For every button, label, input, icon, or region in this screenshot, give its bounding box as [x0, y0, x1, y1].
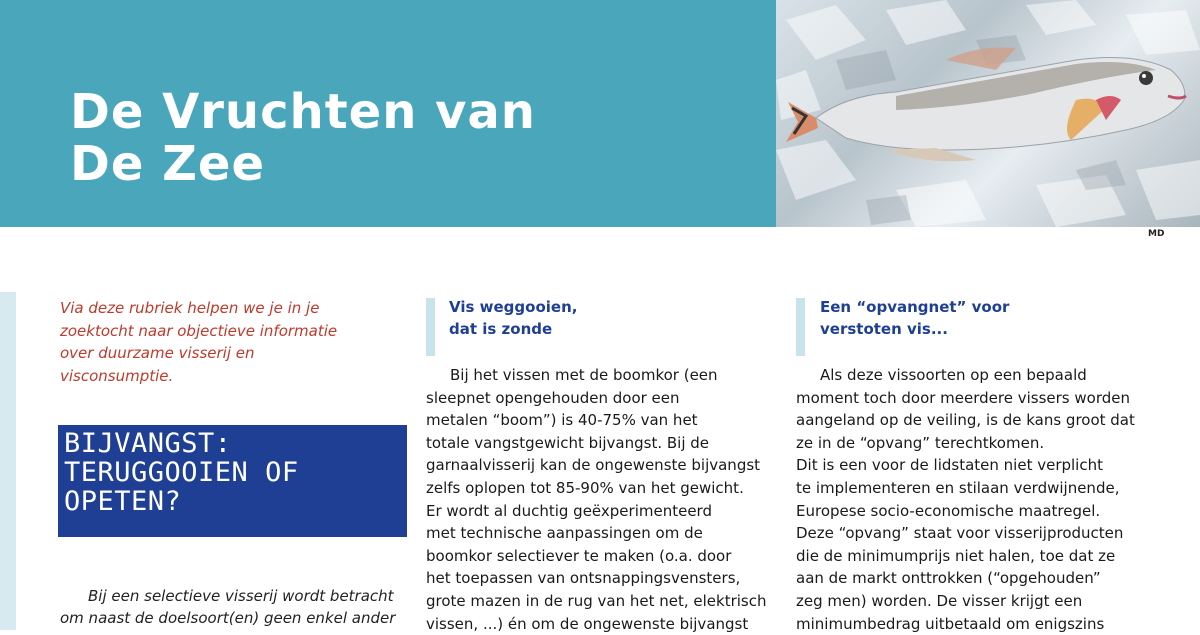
column3-line: Als deze vissoorten op een bepaald: [820, 366, 1087, 384]
column3-title-line: verstoten vis...: [820, 320, 948, 338]
page-title: [70, 86, 536, 190]
column2-title-line: Vis weggooien,: [449, 298, 578, 316]
column2-line: totale vangstgewicht bijvangst. Bij de: [426, 433, 710, 452]
column3-line: die de minimumprijs niet halen, toe dat ze: [796, 546, 1116, 565]
column2-line: sleepnet opengehouden door een: [426, 388, 680, 407]
column3-line: aan de markt onttrokken (“opgehouden”: [796, 569, 1101, 588]
section-heading: [64, 429, 401, 516]
column3-title: [820, 296, 1009, 340]
column3-title-line: Een “opvangnet” voor: [820, 298, 1010, 316]
section-lead-text: [60, 585, 405, 629]
column3-line: aangeland op de veiling, is de kans groot dat: [796, 411, 1135, 430]
section-heading-line: TERUGGOOIEN OF: [64, 457, 299, 488]
column2-line: vissen, ...) én om de ongewenste bijvangst: [426, 614, 749, 633]
column2-line: het toepassen van ontsnappingsvensters,: [426, 569, 741, 588]
lead-line: om naast de doelsoort(en) geen enkel ander: [60, 609, 396, 627]
column2-line: zelfs oplopen tot 85-90% van het gewicht.: [426, 478, 744, 497]
section-heading-line: BIJVANGST:: [64, 428, 232, 459]
column2-line: boomkor selectiever te maken (o.a. door: [426, 546, 732, 565]
column3-line: zeg men) worden. De visser krijgt een: [796, 591, 1083, 610]
column3-line: minimumbedrag uitbetaald om enigszins: [796, 614, 1105, 633]
column2-title: [449, 296, 577, 340]
column3-line: moment toch door meerdere vissers worden: [796, 388, 1130, 407]
column2-line: met technische aanpassingen om de: [426, 524, 703, 543]
column2-body: [426, 364, 771, 635]
section-heading-box: [58, 425, 407, 537]
column3-line: ze in de “opvang” terechtkomen.: [796, 433, 1045, 452]
title-line-2: De Zee: [70, 136, 266, 192]
column3-line: te implementeren en stilaan verdwijnende,: [796, 478, 1120, 497]
intro-line: Via deze rubriek helpen we je in je: [60, 299, 320, 317]
title-line-1: De Vruchten van: [70, 84, 536, 140]
column2-line: grote mazen in de rug van het net, elektrisch: [426, 591, 767, 610]
intro-line: over duurzame visserij en: [60, 344, 255, 362]
left-margin-stripe: [0, 292, 16, 630]
photo-credit: MD: [1148, 229, 1165, 239]
column2-line: garnaalvisserij kan de ongewenste bijvangst: [426, 456, 761, 475]
intro-line: visconsumptie.: [60, 366, 174, 385]
lead-line: Bij een selectieve visserij wordt betracht: [88, 587, 394, 605]
column3-body: [796, 364, 1156, 635]
fish-on-ice-photo: [776, 0, 1200, 227]
column2-line: Er wordt al duchtig geëxperimenteerd: [426, 501, 712, 520]
column2-line: Bij het vissen met de boomkor (een: [450, 366, 718, 384]
column3-line: Deze “opvang” staat voor visserijproducten: [796, 524, 1124, 543]
section-heading-line: OPETEN?: [64, 486, 182, 517]
column3-line: Europese socio-economische maatregel.: [796, 501, 1101, 520]
column3-accent-bar: [796, 298, 805, 356]
fish-illustration: [776, 0, 1200, 227]
intro-text: [60, 297, 390, 387]
intro-line: zoektocht naar objectieve informatie: [60, 321, 338, 340]
column3-line: Dit is een voor de lidstaten niet verplicht: [796, 456, 1103, 475]
column2-line: metalen “boom”) is 40-75% van het: [426, 411, 698, 430]
column2-title-line: dat is zonde: [449, 320, 553, 338]
column2-accent-bar: [426, 298, 435, 356]
